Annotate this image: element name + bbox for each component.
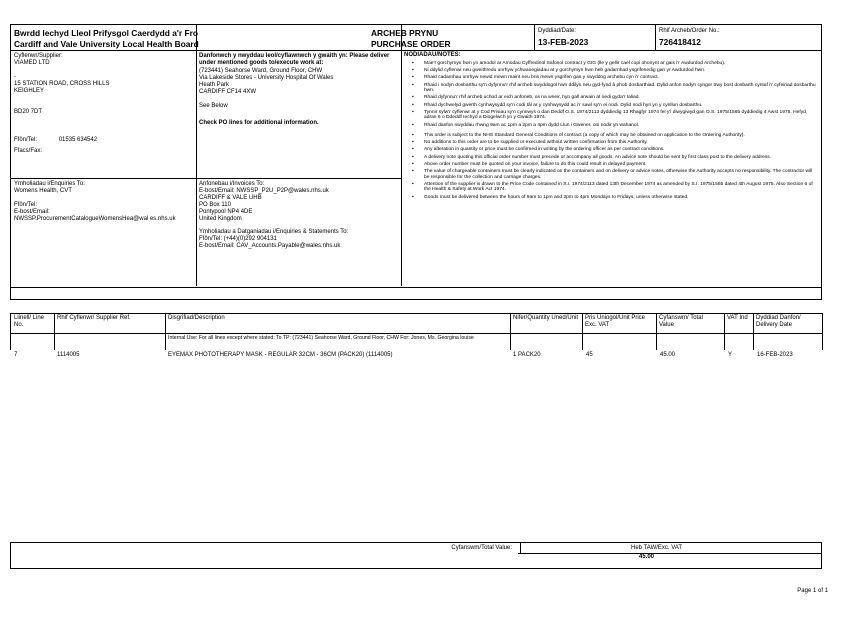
- page-number: Page 1 of 1: [797, 588, 828, 594]
- delivery-address: (723441) Seahorse Ward, Ground Floor, CHW Via Lakeside Stores - University Hospital Of Wales Heath Park CARDIFF CF14 4XW: [199, 68, 334, 95]
- note-item: ▪ Rhaid cadarnhau unrhyw newid mewn maint neu bris mewn ysgrifen gan y swyddog archebu cyn i'r contract.: [424, 75, 819, 81]
- notes-label: NODIADAU/NOTES:: [404, 52, 461, 58]
- order-no-label: Rhif Archeb/Order No.:: [659, 28, 720, 34]
- delivery-see-below: See Below: [199, 103, 228, 109]
- note-item: ▪ Mae'r gorchymyn hwn yn amodol ar Amodau Cyffredinol Safonol contract y GIG (lle y gellir cael copi ohonynt ar gais i'r Awdurdod Archebu).: [424, 61, 819, 67]
- enquiries-name: Womens Health, CVT: [14, 188, 72, 194]
- note-item: ▪ This order is subject to the NHS Standard General Conditions of contract (a copy of which may be obtained on application to the Ordering Authority).: [424, 133, 819, 139]
- doc-title-english: PURCHASE ORDER: [371, 39, 451, 49]
- note-item: ▪ Rhaid i nodyn dosbarthu sy'n dyfynnu'r rhif archeb swyddogol hwn ddilyn neu gyd-fynd â phob dosbarthiad. Dylid anfon nodyn cyngor trwy bost dosbarth cyntaf i'r cyfeiriad dosbarthu hwn.: [424, 83, 819, 94]
- notes-block: [404, 52, 819, 202]
- invoices-label: Anfonebau i/Invoices To:: [199, 181, 265, 187]
- note-item: ▪ Goods must be delivered between the hours of 9am to 1pm and 2pm to 4pm Mondays to Fridays, unless otherwise stated.: [424, 195, 819, 201]
- col-header-unit-price: Pris Uniogol/Unit Price Exc. VAT: [585, 315, 646, 328]
- supplier-name: VIAMED LTD: [14, 60, 50, 66]
- totals-box: [10, 542, 822, 569]
- notes-list: [404, 61, 819, 200]
- supplier-postcode: BD20 7DT: [14, 109, 43, 115]
- col-header-description: Disgrifiad/Description: [168, 315, 225, 321]
- row-total-value: 45.00: [660, 352, 676, 358]
- org-name-welsh: Bwrdd Iechyd Lleol Prifysgol Caerdydd a'r Fro: [14, 28, 198, 38]
- statements-label: Ymholiadau a Datganiadau i/Enquiries & Statements To:: [199, 229, 349, 235]
- doc-title-welsh: ARCHEB PRYNU: [371, 28, 439, 38]
- org-name-english: Cardiff and Vale University Local Health Board: [14, 39, 199, 49]
- order-header-box: [10, 24, 822, 300]
- note-item: ▪ Tynnir sylw'r cyflenwr at y Cod Prisiau sy'n cynnwys o dan Deddf O.S. 1974/2113 dyddiedig 13 Rhagfyr 1974 fel y'i diwygiwyd gan O.S. 1975/1565 dyddiedig 4 Awst 1975. Hefyd, adran 6 o Ddeddf Iechyd a Diogelwch yn y Gwaith 1974.: [424, 110, 819, 121]
- supplier-phone: [14, 137, 192, 144]
- totals-value: 45.00: [639, 554, 655, 560]
- supplier-fax-label: Ffacs/Fax:: [14, 148, 43, 154]
- note-item: ▪ A delivery note quoting this official order number must precede or accompany all goods. An advice note should be sent by first class post to the delivery address.: [424, 155, 819, 161]
- row-unit-price: 45: [586, 352, 593, 358]
- row-vat: Y: [728, 352, 733, 358]
- note-item: ▪ Above order number must be quoted on your invoice, failure to do this could result in delayed payment.: [424, 162, 819, 168]
- table-row: [10, 352, 822, 362]
- note-item: ▪ No additions to this order are to be supplied or executed without written confirmation from this Authority.: [424, 140, 819, 146]
- totals-vat-label: Heb TAW/Exc. VAT: [631, 545, 683, 551]
- enquiries-email-value: NWSSP.ProcurementCatalogueWomensHea@wal es.nhs.uk: [14, 216, 176, 222]
- order-lines-table: [10, 313, 822, 350]
- supplier-block: [14, 53, 192, 155]
- supplier-label: Cyflenwr/Supplier:: [14, 53, 63, 59]
- col-header-supplier-ref: Rhif Cyflenwr/ Supplier Ref.: [57, 315, 131, 321]
- delivery-heading: Danfonwch y nwyddau leol/cyflawnwch y gwaith yn: Please deliver under mentioned goods to/execute work at:: [199, 53, 390, 66]
- date-value: 13-FEB-2023: [538, 37, 589, 47]
- enquiries-block: [14, 181, 194, 223]
- col-header-total-value: Cyfanswm/ Total Value: [659, 315, 703, 328]
- enquiries-label: Ymholiadau i/Enquiries To:: [14, 181, 85, 187]
- internal-use-note: Internal Use: For all lines except where stated: To TP: (723441) Seahorse Ward, Ground Floor, CHW For: Jones, Ms. Georgina louise: [168, 335, 474, 341]
- row-quantity: 1 PACK20: [513, 352, 541, 358]
- supplier-dash: -: [14, 74, 16, 80]
- order-no-value: 726418412: [659, 37, 701, 47]
- supplier-phone-value: 01535 634542: [58, 137, 98, 143]
- note-item: ▪ The value of chargeable containers must be clearly indicated on the containers and on delivery or advice notes, otherwise the Authority accepts no responsibility. The contractor will be responsible for the collection and carriage charges.: [424, 169, 819, 180]
- col-header-quantity: Nifer/Quantity Uned/Unit: [513, 315, 579, 321]
- invoices-block: [199, 181, 397, 250]
- note-item: ▪ Attention of the supplier is drawn to the Price Code contained in S.I. 1974/2113 dated 13th December 1974 as amended by S.I. 1975/1565 dated 4th August 1975. Also Section 6 of the Health & Safety at Work Act 1974.: [424, 182, 819, 193]
- note-item: ▪ Rhaid danfon nwyddau rhwng 9am ac 1pm a 2pm a 4pm dydd Llun i Gwener, oni nodir yn wahanol.: [424, 123, 819, 129]
- row-delivery-date: 16-FEB-2023: [757, 352, 793, 358]
- delivery-check-note: Check PO lines for additional information.: [199, 120, 319, 126]
- col-header-vat: VAT Ind: [727, 315, 748, 321]
- invoices-address: CARDIFF & VALE UHB PO Box 110 Pontypool NP4 4DE United Kingdom: [199, 195, 262, 222]
- note-item: ▪ Any alteration in quantity or price must be confirmed in writing by the ordering officer as per contract conditions.: [424, 147, 819, 153]
- note-item: ▪ Ni ddylid cyflenwi neu gweithredu unrhyw ychwanegiadau at y gorchymyn hwn heb gadarnhad ysgrifenedig gan yr Awdurdod hwn.: [424, 68, 819, 74]
- supplier-phone-label: Ffôn/Tel:: [14, 137, 38, 143]
- note-item: ▪ Rhaid dyfynnu'r rhif archeb uchod ar eich anfoneb, os na wneir, hyn gall arwain at oedi gyda'r taliad.: [424, 95, 819, 101]
- supplier-address-line2: KEIGHLEY: [14, 88, 45, 94]
- invoices-email: E-bost/Email: NWSSP_P2U_P2P@wales.nhs.uk: [199, 188, 329, 194]
- enquiries-email-label: E-bost/Email:: [14, 209, 50, 215]
- col-header-line-no: Llinell/ Line No.: [14, 315, 45, 328]
- date-label: Dyddiad/Date:: [538, 28, 577, 34]
- statements-email: E-bost/Email: CAV_Accounts.Payable@wales.nhs.uk: [199, 243, 341, 249]
- col-header-delivery-date: Dyddiad Danfon/ Delivery Date: [756, 315, 801, 328]
- note-item: ▪ Rhaid dychwelyd gwerth cynhwysydd sy'n codi tâl ar y cynhwysydd ac i'r sawl sy'n ei nodi. Dylid nodi hyn yn y cynllun dosbarthu.: [424, 103, 819, 109]
- row-description: EYEMAX PHOTOTHERAPY MASK - REGULAR 32CM - 36CM (PACK20) (1114005): [168, 352, 393, 358]
- delivery-block: [199, 53, 397, 127]
- supplier-address-line1: 15 STATION ROAD, CROSS HILLS: [14, 81, 110, 87]
- row-supplier-ref: 1114005: [57, 352, 80, 358]
- enquiries-phone-label: Ffôn/Tel:: [14, 202, 38, 208]
- statements-phone: Ffôn/Tel: (+44)(0)292 904131: [199, 236, 277, 242]
- row-line-no: 7: [14, 352, 18, 358]
- totals-label: Cyfanswm/Total Value:: [451, 545, 512, 551]
